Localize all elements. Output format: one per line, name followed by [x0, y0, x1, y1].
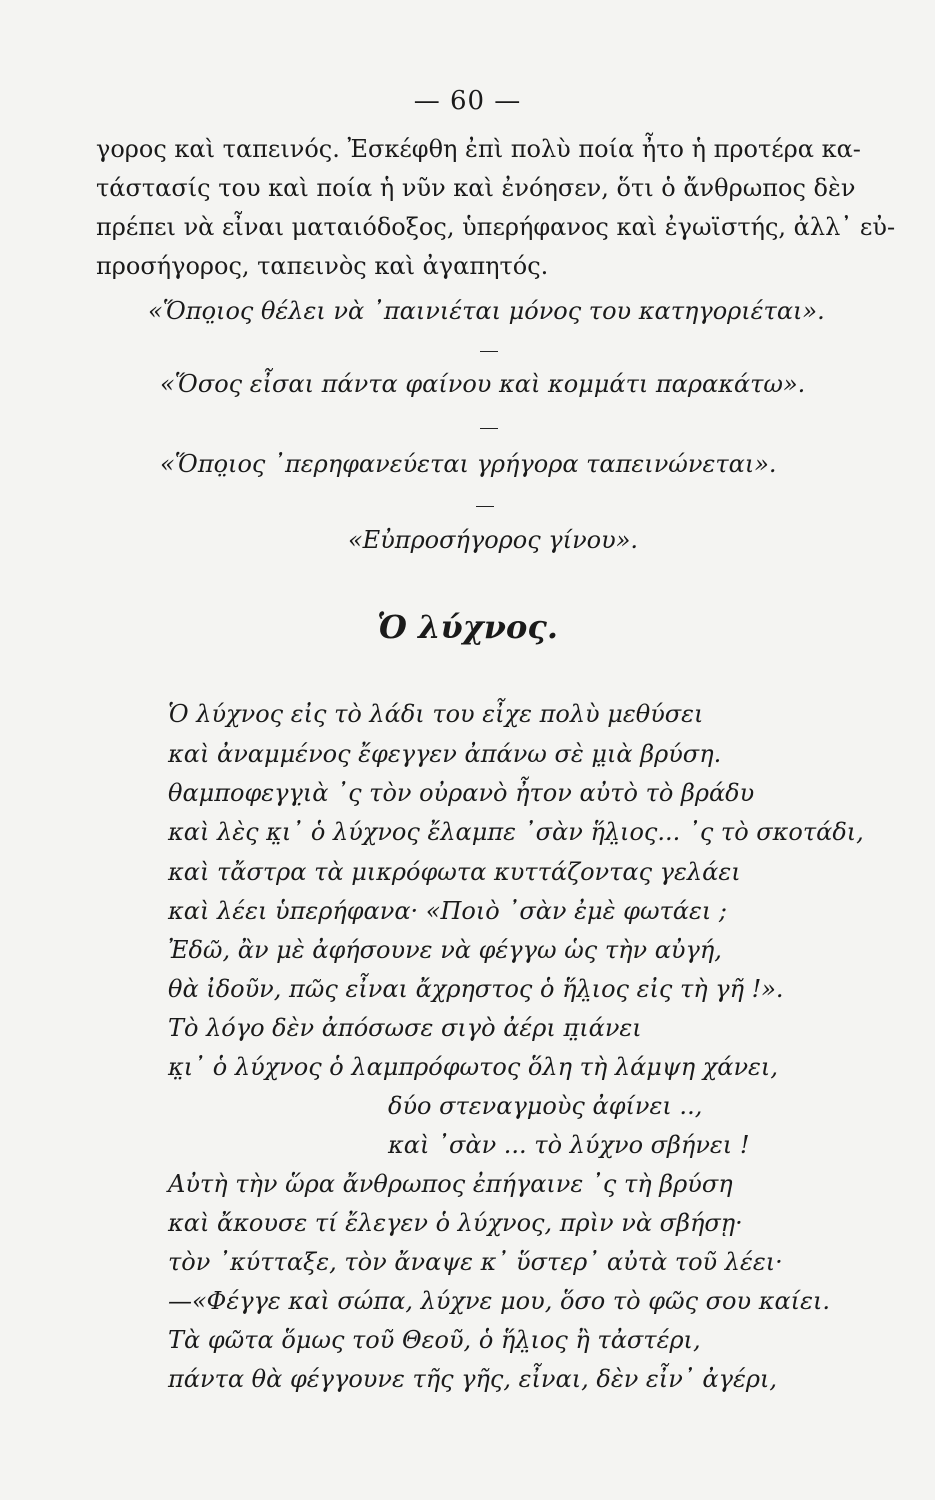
poem-line: Ἐδῶ, ἂν μὲ ἀφήσουνε νὰ φέγγω ὡς τὴν αὐγή, [168, 936, 722, 964]
poem-line: καὶ λέει ὑπερήφανα· «Ποιὸ ᾿σὰν ἐμὲ φωτάει ; [168, 897, 727, 925]
poem-line: καὶ ἀναμμένος ἔφεγγεν ἀπάνω σὲ μ̤ιὰ βρύση. [168, 740, 722, 768]
poem-line: Ὁ λύχνος εἰς τὸ λάδι του εἶχε πολὺ μεθύσει [168, 700, 704, 728]
saying: «Ὅσος εἶσαι πάντα φαίνου καὶ κομμάτι παρακάτω». [160, 370, 806, 398]
separator-dash [476, 506, 494, 507]
prose-line: πρέπει νὰ εἶναι ματαιόδοξος, ὑπερήφανος καὶ ἐγωϊστής, ἀλλ᾽ εὐ- [96, 213, 896, 241]
poem-line: τὸν ᾿κύτταξε, τὸν ἄναψε κ᾽ ὕστερ᾽ αὐτὰ τοῦ λέει· [168, 1248, 783, 1276]
saying: «Ὅπο̤ιος ᾿περηφανεύεται γρήγορα ταπεινώνεται». [160, 450, 777, 478]
poem-line: Αὐτὴ τὴν ὥρα ἄνθρωπος ἐπήγαινε ᾿ς τὴ βρύση [168, 1170, 733, 1198]
poem-line: καὶ ᾿σὰν ... τὸ λύχνο σβήνει ! [388, 1131, 750, 1159]
poem-line: πάντα θὰ φέγγουνε τῆς γῆς, εἶναι, δὲν εἶν᾽ ἀγέρι, [168, 1365, 778, 1393]
poem-line: —«Φέγγε καὶ σώπα, λύχνε μου, ὅσο τὸ φῶς σου καίει. [168, 1287, 830, 1315]
page-number: — 60 — [413, 86, 522, 116]
separator-dash [480, 351, 498, 352]
poem-line: καὶ ἄκουσε τί ἔλεγεν ὁ λύχνος, πρὶν νὰ σβήσῃ· [168, 1209, 743, 1237]
prose-line: προσήγορος, ταπεινὸς καὶ ἀγαπητός. [96, 252, 549, 280]
poem-line: καὶ λὲς κ̤ι᾽ ὁ λύχνος ἔλαμπε ᾿σὰν ἥλ̤ιος... ᾿ς τὸ σκοτάδι, [168, 818, 864, 846]
poem-line: δύο στεναγμοὺς ἀφίνει .., [388, 1092, 703, 1120]
poem-line: θὰ ἰδοῦν, πῶς εἶναι ἄχρηστος ὁ ἥλ̤ιος εἰς τὴ γῆ !». [168, 975, 784, 1003]
saying: «Ὅπο̤ιος θέλει νὰ ᾿παινιέται μόνος του κατηγοριέται». [148, 297, 825, 325]
poem-line: Τὸ λόγο δὲν ἀπόσωσε σιγὸ ἀέρι π̤ιάνει [168, 1014, 642, 1042]
poem-line: καὶ τἄστρα τὰ μικρόφωτα κυττάζοντας γελάει [168, 858, 741, 886]
poem-line: θαμποφεγγ̤ιὰ ᾿ς τὸν οὐρανὸ ἦτον αὐτὸ τὸ βράδυ [168, 779, 755, 807]
saying: «Εὐπροσήγορος γίνου». [348, 526, 639, 554]
poem-line: Τὰ φῶτα ὅμως τοῦ Θεοῦ, ὁ ἥλ̤ιος ἢ τἀστέρι, [168, 1326, 701, 1354]
poem-title: Ὁ λύχνος. [377, 608, 558, 646]
prose-line: γορος καὶ ταπεινός. Ἐσκέφθη ἐπὶ πολὺ ποία ἦτο ἡ προτέρα κα- [96, 135, 861, 163]
poem-line: κ̤ι᾽ ὁ λύχνος ὁ λαμπρόφωτος ὅλη τὴ λάμψη χάνει, [168, 1053, 778, 1081]
separator-dash [480, 428, 498, 429]
prose-line: τάστασίς του καὶ ποία ἡ νῦν καὶ ἐνόησεν, ὅτι ὁ ἄνθρωπος δὲν [96, 174, 856, 202]
